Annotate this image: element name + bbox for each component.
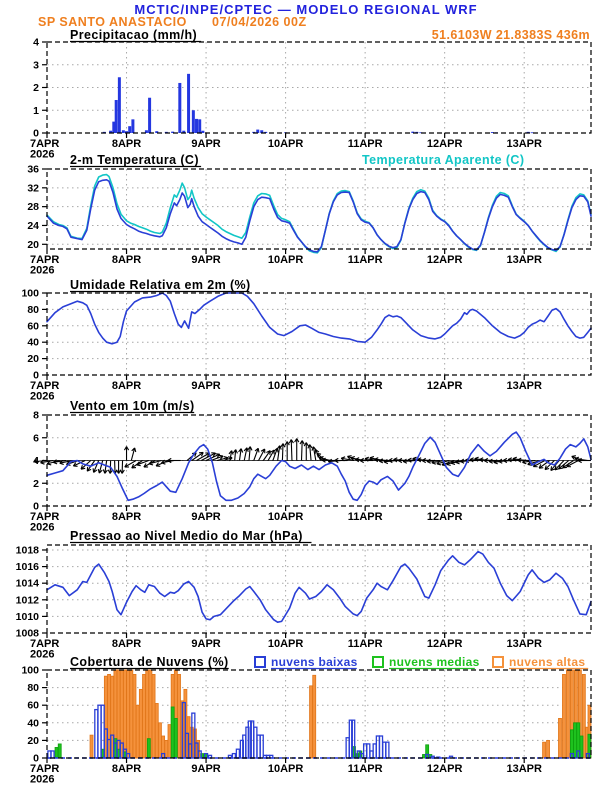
x-tick-label: 9APR (191, 511, 221, 523)
wind-arrow (239, 449, 243, 461)
header-row (0, 15, 612, 28)
x-tick-label: 12APR (426, 763, 463, 775)
cloud-bar-orange (158, 723, 161, 758)
cloud-bar-orange (562, 674, 565, 758)
y-tick-label: 0 (33, 369, 39, 382)
cloud-bar-orange (136, 705, 139, 758)
x-tick-label: 13APR (506, 138, 542, 150)
y-tick-label: 2 (33, 477, 39, 490)
x-tick-year: 2026 (30, 773, 55, 786)
y-tick-label: 100 (21, 287, 39, 300)
station-name: SP SANTO ANASTACIO (38, 15, 187, 29)
plot-frame (47, 293, 591, 375)
precip-bar (148, 98, 151, 133)
precip-bar (118, 77, 121, 133)
panel-temperature (0, 152, 612, 278)
cloud-bar-blue (260, 735, 263, 758)
station-coordinates: 51.6103W 21.8383S 436m (431, 28, 590, 42)
x-tick-label: 9APR (191, 254, 221, 266)
y-tick-label: 40 (27, 336, 39, 349)
y-tick-label: 40 (27, 717, 39, 730)
wind-arrow (304, 443, 308, 461)
panel-title: Vento em 10m (m/s) (70, 399, 195, 413)
y-tick-label: 0 (33, 127, 39, 140)
plot-frame (47, 545, 591, 633)
precip-bar (122, 130, 125, 133)
panel-pressure (0, 528, 612, 661)
wind-arrow (168, 458, 181, 462)
x-tick-label: 13APR (506, 763, 542, 775)
x-tick-label: 11APR (347, 511, 383, 523)
legend-label-apparent-temp: Temperatura Aparente (C) (362, 153, 525, 167)
y-tick-label: 1010 (15, 610, 39, 623)
wind-arrow (578, 458, 591, 462)
cloud-bar-orange (133, 674, 136, 758)
y-tick-label: 1018 (15, 544, 39, 557)
wind-arrow (300, 441, 304, 461)
x-tick-year: 2026 (30, 390, 55, 403)
x-tick-label: 8APR (111, 638, 142, 650)
y-tick-label: 60 (27, 320, 39, 333)
cloud-bar-orange (313, 675, 316, 758)
y-tick-label: 8 (33, 409, 39, 422)
cloud-bar-orange (152, 674, 155, 758)
x-tick-label: 13APR (506, 254, 542, 266)
cloud-bar-orange (130, 670, 133, 758)
y-tick-label: 24 (27, 219, 39, 232)
x-tick-year: 2026 (30, 264, 55, 277)
x-tick-label: 9APR (191, 638, 221, 650)
y-tick-label: 1008 (15, 627, 39, 640)
wind-arrow (131, 448, 135, 461)
x-tick-label: 13APR (506, 511, 542, 523)
cloud-bar-orange (139, 689, 142, 758)
cloud-bar-orange (543, 742, 546, 758)
series-cyan (47, 175, 591, 253)
wind-arrow (124, 447, 128, 461)
wind-arrow (295, 439, 299, 461)
x-tick-label: 7APR (30, 763, 60, 775)
wind-arrow (103, 461, 107, 474)
y-tick-label: 20 (27, 734, 39, 747)
panel-title: 2-m Temperatura (C) (70, 153, 199, 167)
x-tick-label: 11APR (347, 254, 383, 266)
legend-swatch-orange-icon (493, 657, 503, 667)
wind-arrow (289, 440, 293, 461)
precip-bar (178, 83, 181, 133)
x-tick-label: 10APR (267, 511, 304, 523)
cloud-bar-orange (178, 674, 181, 758)
plot-frame (47, 169, 591, 249)
wind-arrow (248, 447, 252, 461)
cloud-bar-orange (127, 670, 130, 758)
cloud-bar-orange (310, 686, 313, 758)
x-tick-label: 12APR (426, 138, 463, 150)
x-tick-label: 8APR (111, 254, 142, 266)
x-tick-label: 12APR (426, 380, 463, 392)
x-tick-year: 2026 (30, 521, 55, 534)
y-tick-label: 60 (27, 699, 39, 712)
cloud-bar-green (174, 718, 177, 758)
y-tick-label: 1014 (15, 577, 39, 590)
series-blue (47, 552, 591, 623)
cloud-bar-blue (236, 749, 239, 758)
wind-arrow (116, 461, 120, 474)
y-tick-label: 0 (33, 500, 39, 513)
wind-arrow (120, 461, 124, 474)
cloud-bar-orange (168, 725, 171, 758)
x-tick-label: 8APR (111, 380, 142, 392)
cloud-bar-green (55, 747, 58, 758)
x-tick-label: 13APR (506, 638, 542, 650)
wind-arrow (277, 446, 281, 461)
series-blue (47, 180, 591, 252)
y-tick-label: 1 (33, 104, 39, 117)
wind-arrow (233, 450, 237, 461)
x-tick-year: 2026 (30, 148, 55, 161)
y-tick-label: 6 (33, 432, 39, 445)
y-tick-label: 80 (27, 682, 39, 695)
x-tick-label: 8APR (111, 138, 142, 150)
y-tick-label: 32 (27, 182, 39, 195)
cloud-bar-orange (558, 718, 561, 758)
precip-bar (128, 126, 131, 133)
wind-arrow (281, 444, 285, 461)
x-tick-label: 12APR (426, 638, 463, 650)
x-tick-label: 9APR (191, 763, 221, 775)
panel-title: Pressao ao Nivel Medio do Mar (hPa) (70, 529, 303, 543)
x-tick-label: 8APR (111, 763, 142, 775)
x-tick-label: 12APR (426, 511, 463, 523)
y-tick-label: 3 (33, 59, 39, 72)
y-tick-label: 2 (33, 82, 39, 94)
cloud-bar-orange (547, 740, 550, 758)
y-tick-label: 80 (27, 303, 39, 316)
x-tick-label: 9APR (191, 380, 221, 392)
precip-bar (198, 119, 201, 133)
legend-label-orange: nuvens altas (509, 655, 586, 669)
wind-arrow (308, 445, 312, 461)
x-tick-label: 7APR (30, 254, 60, 266)
x-tick-label: 7APR (30, 138, 60, 150)
x-tick-label: 10APR (267, 254, 304, 266)
y-tick-label: 4 (33, 36, 39, 49)
precip-bar (187, 74, 190, 133)
y-tick-label: 20 (27, 238, 39, 251)
x-tick-label: 11APR (347, 638, 383, 650)
y-tick-label: 100 (21, 664, 39, 677)
cloud-bar-orange (155, 703, 158, 758)
x-tick-label: 11APR (347, 763, 383, 775)
precip-bar (195, 119, 198, 133)
x-tick-year: 2026 (30, 648, 55, 661)
x-tick-label: 7APR (30, 511, 60, 523)
x-tick-label: 7APR (30, 380, 60, 392)
x-tick-label: 12APR (426, 254, 463, 266)
panel-clouds (0, 654, 612, 792)
legend-swatch-blue-icon (255, 657, 265, 667)
cloud-bar-orange (566, 670, 569, 758)
legend-label-blue: nuvens baixas (271, 655, 358, 669)
cloud-bar-green (171, 707, 174, 758)
panel-wind (0, 398, 612, 534)
panel-humidity (0, 278, 612, 403)
y-tick-label: 1012 (15, 594, 39, 607)
y-tick-label: 4 (33, 455, 39, 467)
run-datetime: 07/04/2026 00Z (212, 15, 307, 29)
x-tick-label: 11APR (347, 380, 383, 392)
wind-arrow (254, 448, 259, 460)
legend-label-green: nuvens medias (389, 655, 480, 669)
x-tick-label: 8APR (111, 511, 142, 523)
cloud-bar-blue (51, 751, 54, 758)
x-tick-label: 13APR (506, 380, 542, 392)
panels-container (0, 28, 612, 792)
legend-swatch-green-icon (373, 657, 383, 667)
cloud-bar-green (147, 739, 150, 758)
series-blue (47, 432, 591, 500)
precip-bar (192, 110, 195, 133)
cloud-bar-green (58, 744, 61, 758)
y-tick-label: 36 (27, 163, 39, 176)
x-tick-label: 11APR (347, 138, 383, 150)
panel-title: Precipitacao (mm/h) (70, 28, 198, 42)
precip-bar (131, 119, 134, 133)
cloud-bar-orange (143, 674, 146, 758)
panel-title: Cobertura de Nuvens (%) (70, 655, 229, 669)
cloud-bar-orange (90, 735, 93, 758)
x-tick-label: 10APR (267, 763, 304, 775)
cloud-bar-blue (386, 742, 389, 758)
precip-bar (115, 100, 118, 133)
x-tick-label: 9APR (191, 138, 221, 150)
x-tick-label: 10APR (267, 638, 304, 650)
series-blue (47, 293, 591, 344)
x-tick-label: 10APR (267, 380, 304, 392)
model-title: MCTIC/INPE/CPTEC — MODELO REGIONAL WRF (134, 2, 478, 17)
x-tick-label: 7APR (30, 638, 60, 650)
y-tick-label: 20 (27, 353, 39, 366)
y-tick-label: 1016 (15, 561, 39, 574)
panel-title: Umidade Relativa em 2m (%) (70, 278, 251, 292)
y-tick-label: 0 (33, 752, 39, 765)
y-tick-label: 28 (27, 201, 39, 214)
plot-frame (47, 42, 591, 133)
x-tick-label: 10APR (267, 138, 304, 150)
